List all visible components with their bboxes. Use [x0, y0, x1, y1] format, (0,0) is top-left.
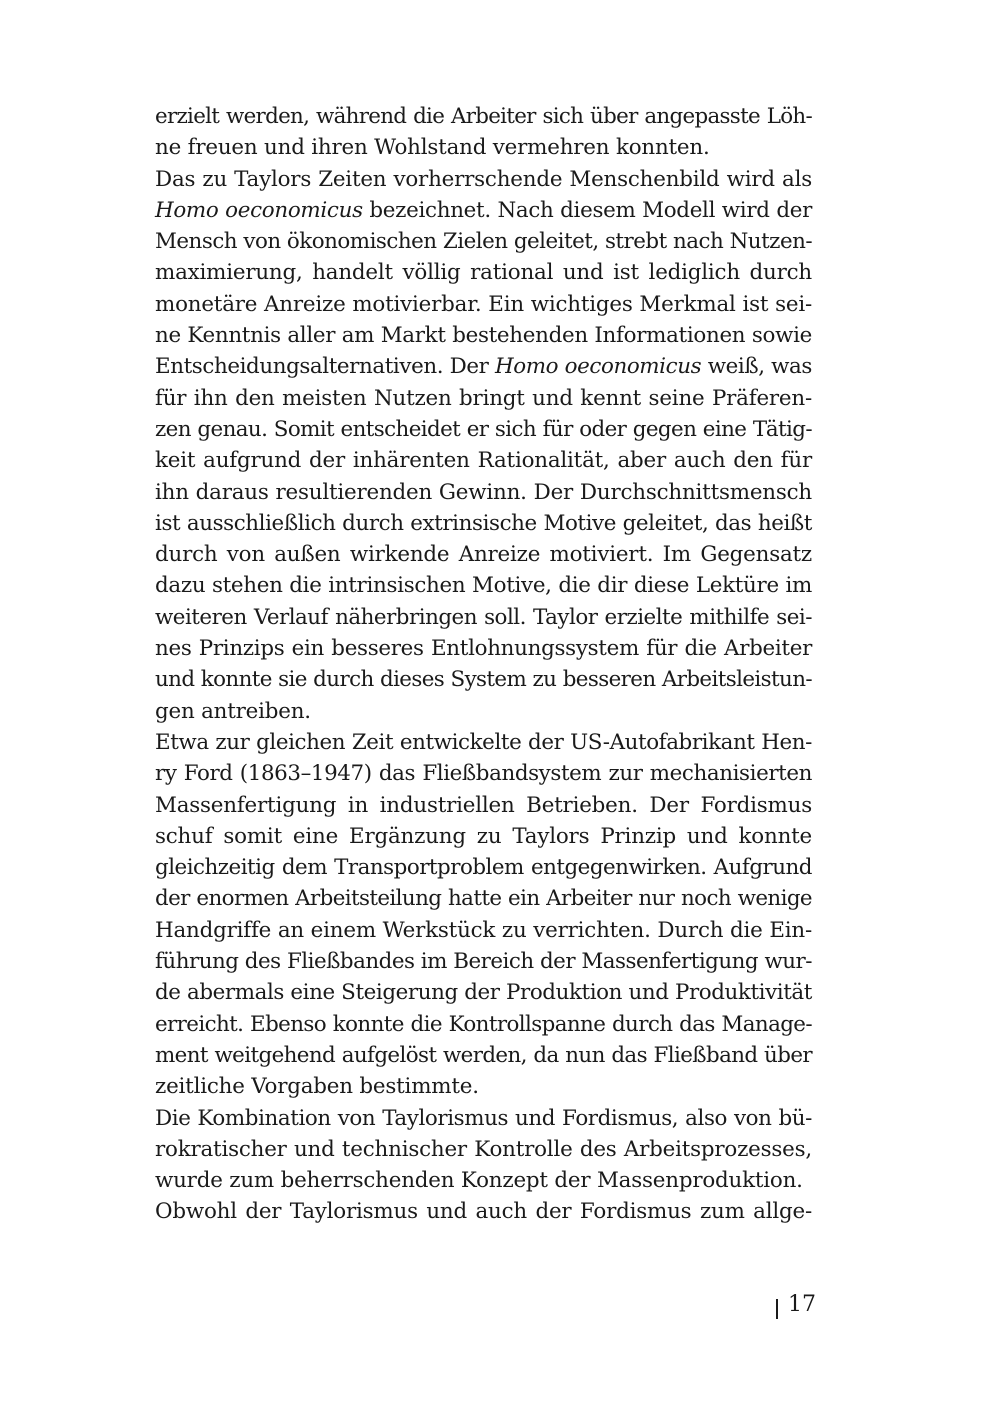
text-segment: bezeichnet. Nach diesem Modell wird der [362, 197, 812, 223]
page-number: 17 [788, 1292, 816, 1317]
text-line: schuf somit eine Ergänzung zu Taylors Prinzip und konnte [155, 823, 812, 849]
body-text [155, 101, 812, 1228]
text-line: der enormen Arbeitsteilung hatte ein Arbeiter nur noch wenige [155, 886, 812, 912]
text-line [155, 351, 812, 382]
text-line: weiteren Verlauf näherbringen soll. Taylor erzielte mithilfe sei- [155, 604, 812, 630]
text-line: Mensch von ökonomischen Zielen geleitet, strebt nach Nutzen- [155, 229, 813, 255]
page-number-separator [776, 1299, 778, 1319]
text-line: und konnte sie durch dieses System zu besseren Arbeitsleistun- [155, 667, 812, 693]
text-line: Obwohl der Taylorismus und auch der Fordismus zum allge- [155, 1199, 812, 1225]
text-line: nes Prinzips ein besseres Entlohnungssystem für die Arbeiter [155, 636, 812, 662]
text-line: ne freuen und ihren Wohlstand vermehren konnten. [155, 135, 710, 161]
page-footer [0, 1290, 1000, 1330]
text-line: Massenfertigung in industriellen Betrieben. Der Fordismus [155, 792, 812, 818]
text-line: Das zu Taylors Zeiten vorherrschende Menschenbild wird als [155, 166, 812, 192]
text-line: maximierung, handelt völlig rational und ist lediglich durch [155, 260, 812, 286]
text-line: ry Ford (1863–1947) das Fließbandsystem zur mechanisierten [155, 761, 812, 787]
text-line: wurde zum beherrschenden Konzept der Massenproduktion. [155, 1168, 803, 1194]
text-line: zen genau. Somit entscheidet er sich für oder gegen eine Tätig- [155, 416, 812, 442]
italic-term: Homo oeconomicus [155, 197, 363, 223]
text-line [155, 195, 812, 226]
italic-term: Homo oeconomicus [495, 354, 702, 380]
text-line: dazu stehen die intrinsischen Motive, die dir diese Lektüre im [155, 573, 812, 599]
text-line: monetäre Anreize motivierbar. Ein wichtiges Merkmal ist sei- [155, 291, 812, 317]
text-segment: weiß, was [701, 354, 812, 380]
text-line: keit aufgrund der inhärenten Rationalität, aber auch den für [155, 448, 812, 474]
text-line: ihn daraus resultierenden Gewinn. Der Durchschnittsmensch [155, 479, 812, 505]
text-line: führung des Fließbandes im Bereich der Massenfertigung wur- [155, 949, 812, 975]
text-line: gleichzeitig dem Transportproblem entgegenwirken. Aufgrund [155, 855, 812, 881]
text-line: Etwa zur gleichen Zeit entwickelte der US-Autofabrikant Hen- [155, 729, 812, 755]
text-line: de abermals eine Steigerung der Produktion und Produktivität [155, 980, 812, 1006]
text-line: für ihn den meisten Nutzen bringt und kennt seine Präferen- [155, 385, 812, 411]
text-line: Handgriffe an einem Werkstück zu verrichten. Durch die Ein- [155, 917, 812, 943]
text-line: durch von außen wirkende Anreize motiviert. Im Gegensatz [155, 542, 812, 568]
text-line: ist ausschließlich durch extrinsische Motive geleitet, das heißt [155, 510, 812, 536]
text-line: zeitliche Vorgaben bestimmte. [155, 1074, 479, 1100]
text-line: ment weitgehend aufgelöst werden, da nun das Fließband über [155, 1042, 812, 1068]
text-line: ne Kenntnis aller am Markt bestehenden Informationen sowie [155, 323, 812, 349]
text-segment: Entscheidungsalternativen. Der [155, 354, 496, 380]
text-line: erreicht. Ebenso konnte die Kontrollspanne durch das Manage- [155, 1011, 812, 1037]
text-line: Die Kombination von Taylorismus und Fordismus, also von bü- [155, 1105, 812, 1131]
text-line: rokratischer und technischer Kontrolle des Arbeitsprozesses, [155, 1136, 812, 1162]
text-line: erzielt werden, während die Arbeiter sich über angepasste Löh- [155, 104, 812, 129]
text-line: gen antreiben. [155, 698, 311, 724]
